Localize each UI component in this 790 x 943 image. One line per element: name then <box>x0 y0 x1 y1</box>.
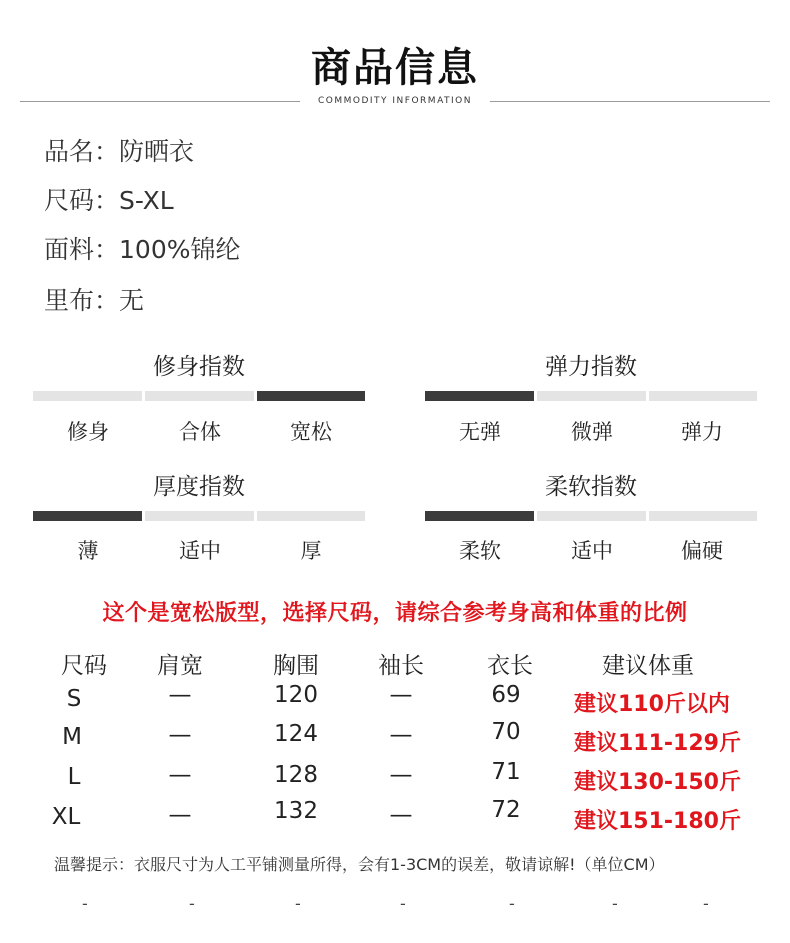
table-cell-shoulder: — <box>168 722 192 748</box>
measurement-tip: 温馨提示：衣服尺寸为人工平铺测量所得，会有1-3CM的误差，敬请谅解!（单位CM） <box>54 855 665 874</box>
footer-dash: - <box>295 894 301 913</box>
thickness-index-title: 厚度指数 <box>153 474 245 500</box>
info-row-lining <box>44 281 144 317</box>
thickness-level-label: 厚 <box>300 539 322 563</box>
table-header-weight: 建议体重 <box>602 653 694 679</box>
info-separator: ： <box>94 137 120 166</box>
fit-level-label: 宽松 <box>290 420 332 444</box>
sizing-notice: 这个是宽松版型，选择尺码，请综合参考身高和体重的比例 <box>102 601 688 626</box>
table-cell-weight: 建议110斤以内 <box>574 692 730 717</box>
thickness-level-label: 薄 <box>77 539 99 563</box>
footer-dash: - <box>400 894 406 913</box>
table-cell-sleeve: — <box>389 802 413 828</box>
info-label: 面料 <box>44 235 95 264</box>
table-cell-size: M <box>62 724 82 750</box>
info-value: 100%锦纶 <box>119 235 241 264</box>
thickness-index-bar-segment <box>145 511 254 521</box>
info-separator: ： <box>94 186 120 215</box>
table-cell-shoulder: — <box>168 762 192 788</box>
info-row-size <box>44 181 174 217</box>
info-label: 里布 <box>44 286 95 315</box>
fit-index-bar-segment <box>33 391 142 401</box>
elasticity-index-bar-segment <box>425 391 534 401</box>
info-separator: ： <box>94 286 120 315</box>
page-title: 商品信息 <box>311 45 479 91</box>
softness-index-title: 柔软指数 <box>545 474 637 500</box>
elasticity-index-bar-segment <box>649 391 757 401</box>
softness-level-label: 柔软 <box>459 539 501 563</box>
info-label: 品名 <box>44 137 95 166</box>
elasticity-level-label: 弹力 <box>681 420 723 444</box>
info-value: 防晒衣 <box>119 137 195 166</box>
info-separator: ： <box>94 235 120 264</box>
table-cell-chest: 120 <box>274 682 318 708</box>
table-cell-sleeve: — <box>389 682 413 708</box>
fit-index-bar-segment <box>145 391 254 401</box>
thickness-index-bar-segment <box>257 511 365 521</box>
table-cell-length: 70 <box>491 719 521 745</box>
softness-level-label: 适中 <box>571 539 613 563</box>
table-cell-chest: 124 <box>274 721 318 747</box>
elasticity-level-label: 微弹 <box>571 420 613 444</box>
table-header-size: 尺码 <box>61 653 107 679</box>
fit-level-label: 合体 <box>179 420 221 444</box>
fit-index-bar-segment <box>257 391 365 401</box>
footer-dash: - <box>703 894 709 913</box>
table-header-length: 衣长 <box>487 653 533 679</box>
thickness-index-bar-segment <box>33 511 142 521</box>
footer-dash: - <box>189 894 195 913</box>
page-subtitle: COMMODITY INFORMATION <box>317 96 472 106</box>
table-header-shoulder: 肩宽 <box>157 653 203 679</box>
table-cell-sleeve: — <box>389 722 413 748</box>
info-value: S-XL <box>119 186 174 215</box>
info-label: 尺码 <box>44 186 95 215</box>
elasticity-level-label: 无弹 <box>459 420 501 444</box>
footer-dash: - <box>612 894 618 913</box>
table-cell-chest: 132 <box>274 798 318 824</box>
info-value: 无 <box>119 286 145 315</box>
table-cell-length: 71 <box>491 759 521 785</box>
table-cell-weight: 建议111-129斤 <box>574 731 741 756</box>
thickness-level-label: 适中 <box>179 539 221 563</box>
softness-index-bar-segment <box>649 511 757 521</box>
fit-index-title: 修身指数 <box>153 354 245 380</box>
footer-dash: - <box>509 894 515 913</box>
softness-level-label: 偏硬 <box>681 539 723 563</box>
table-cell-chest: 128 <box>274 762 318 788</box>
table-cell-size: S <box>66 686 82 712</box>
info-row-name <box>44 132 194 168</box>
table-cell-weight: 建议151-180斤 <box>574 809 741 834</box>
softness-index-bar-segment <box>425 511 534 521</box>
table-header-sleeve: 袖长 <box>378 653 424 679</box>
footer-dash: - <box>82 894 88 913</box>
table-cell-shoulder: — <box>168 802 192 828</box>
table-cell-length: 69 <box>491 682 521 708</box>
table-cell-shoulder: — <box>168 682 192 708</box>
table-cell-size: XL <box>51 804 81 830</box>
info-row-fabric <box>44 230 241 266</box>
softness-index-bar-segment <box>537 511 646 521</box>
elasticity-index-bar-segment <box>537 391 646 401</box>
fit-level-label: 修身 <box>67 420 109 444</box>
table-cell-length: 72 <box>491 797 521 823</box>
table-header-chest: 胸围 <box>273 653 319 679</box>
table-cell-weight: 建议130-150斤 <box>574 770 741 795</box>
elasticity-index-title: 弹力指数 <box>545 354 637 380</box>
table-cell-sleeve: — <box>389 762 413 788</box>
table-cell-size: L <box>67 764 81 790</box>
